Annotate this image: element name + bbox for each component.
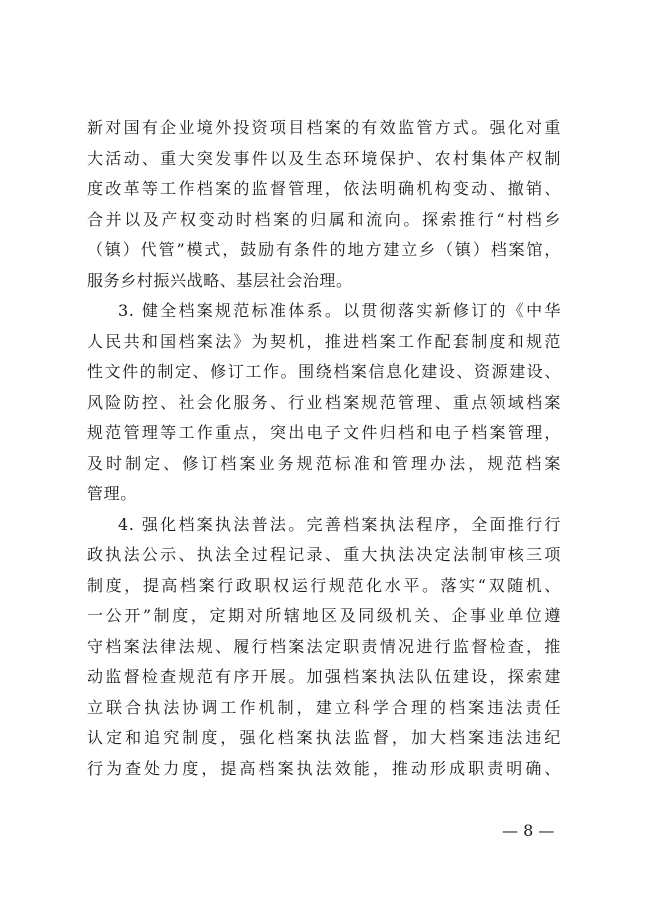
paragraph-2	[87, 296, 561, 510]
paragraph-1	[87, 113, 561, 296]
page-number: — 8 —	[502, 821, 555, 840]
text-line: 行为查处力度，提高档案执法效能，推动形成职责明确、	[87, 758, 561, 778]
text-line: 及时制定、修订档案业务规范标准和管理办法，规范档案	[87, 453, 561, 473]
text-line: （镇）代管”模式，鼓励有条件的地方建立乡（镇）档案馆，	[87, 240, 561, 259]
text-line: 一公开”制度，定期对所辖地区及同级机关、企事业单位遵	[87, 606, 561, 625]
text-line: 制度，提高档案行政职权运行规范化水平。落实“双随机、	[87, 575, 561, 595]
text-line: 3. 健全档案规范标准体系。以贯彻落实新修订的《中华	[118, 301, 561, 320]
text-line: 管理。	[87, 484, 137, 503]
text-line: 政执法公示、执法全过程记录、重大执法决定法制审核三项	[87, 545, 561, 564]
text-line: 人民共和国档案法》为契机，推进档案工作配套制度和规范	[87, 331, 561, 351]
text-line: 守档案法律法规、履行档案法定职责情况进行监督检查，推	[87, 636, 561, 656]
text-line: 动监督检查规范有序开展。加强档案执法队伍建设，探索建	[87, 667, 561, 686]
text-line: 新对国有企业境外投资项目档案的有效监管方式。强化对重	[87, 118, 561, 137]
text-line: 性文件的制定、修订工作。围绕档案信息化建设、资源建设、	[87, 362, 561, 381]
text-line: 度改革等工作档案的监督管理，依法明确机构变动、撤销、	[87, 179, 561, 198]
text-line: 4. 强化档案执法普法。完善档案执法程序，全面推行行	[118, 514, 561, 534]
text-line: 风险防控、社会化服务、行业档案规范管理、重点领域档案	[87, 392, 561, 412]
text-line: 认定和追究制度，强化档案执法监督，加大档案违法违纪	[87, 728, 561, 747]
text-line: 规范管理等工作重点，突出电子文件归档和电子档案管理，	[87, 423, 561, 442]
text-line: 合并以及产权变动时档案的归属和流向。探索推行“村档乡	[87, 209, 561, 229]
paragraph-3	[87, 510, 561, 785]
text-line: 立联合执法协调工作机制，建立科学合理的档案违法责任	[87, 697, 561, 717]
text-line: 大活动、重大突发事件以及生态环境保护、农村集体产权制	[87, 148, 561, 168]
document-body	[87, 113, 561, 784]
text-line: 服务乡村振兴战略、基层社会治理。	[87, 270, 353, 290]
